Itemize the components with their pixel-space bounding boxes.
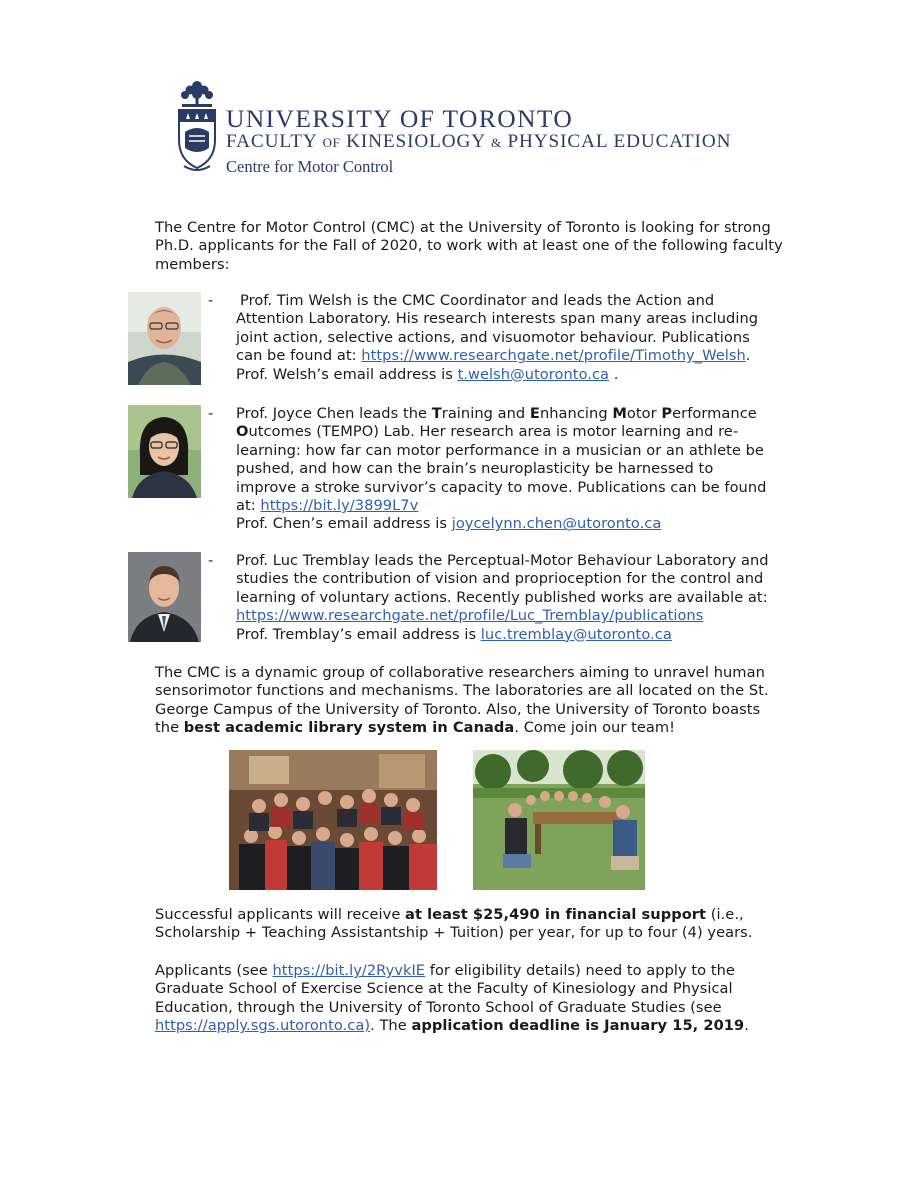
luc-tremblay-publications-link[interactable]: https://www.researchgate.net/profile/Luc_Tremblay/publications bbox=[236, 607, 704, 625]
university-name: UNIVERSITY OF TORONTO bbox=[226, 104, 574, 133]
joyce-chen-publications-link[interactable]: https://bit.ly/3899L7v bbox=[260, 497, 419, 515]
intro-paragraph: The Centre for Motor Control (CMC) at the University of Toronto is looking for strong Ph.D. applicants for the Fall of 2020, to work with at least one of the following faculty members: bbox=[155, 219, 783, 273]
joyce-chen-photo bbox=[128, 405, 201, 498]
tim-welsh-publications-link[interactable]: https://www.researchgate.net/profile/Timothy_Welsh bbox=[361, 347, 746, 365]
centre-name: Centre for Motor Control bbox=[226, 157, 394, 176]
luc-tremblay-paragraph: Prof. Luc Tremblay leads the Perceptual-Motor Behaviour Laboratory and studies the contribution of vision and proprioception for the control and learning of voluntary actions. Recently published works are available at: https://www.researchgate.net/profile/Luc_Tremblay/publications Prof. Tremblay’s email address is luc.tremblay@utoronto.ca bbox=[236, 552, 769, 643]
cmc-description-paragraph: The CMC is a dynamic group of collaborative researchers aiming to unravel human sensorimotor functions and mechanisms. The laboratories are all located on the St. George Campus of the University of Toronto. Also, the University of Toronto boasts the best academic library system in Canada. Come join our team! bbox=[155, 664, 769, 737]
luc-tremblay-email-link[interactable]: luc.tremblay@utoronto.ca bbox=[480, 625, 672, 643]
application-paragraph: Applicants (see https://bit.ly/2RyvkIE for eligibility details) need to apply to the Graduate School of Exercise Science at the Faculty of Kinesiology and Physical Education, through the University of Toronto School of Graduate Studies (see https://apply.sgs.utoronto.ca). The application deadline is January 15, 2019. bbox=[155, 962, 749, 1035]
lab-group-photo-indoor bbox=[229, 750, 437, 890]
university-crest-logo bbox=[176, 78, 218, 174]
bullet-dash: - bbox=[208, 552, 214, 569]
tim-welsh-email-link[interactable]: t.welsh@utoronto.ca bbox=[457, 365, 610, 383]
luc-tremblay-photo bbox=[128, 552, 201, 642]
lab-group-photo-outdoor bbox=[473, 750, 645, 890]
bullet-dash: - bbox=[208, 292, 214, 309]
joyce-chen-email-link[interactable]: joycelynn.chen@utoronto.ca bbox=[451, 515, 662, 533]
bullet-dash: - bbox=[208, 405, 214, 422]
eligibility-link[interactable]: https://bit.ly/2RyvkIE bbox=[272, 962, 426, 979]
funding-paragraph: Successful applicants will receive at least $25,490 in financial support (i.e., Scholarship + Teaching Assistantship + Tuition) per year, for up to four (4) years. bbox=[155, 906, 753, 942]
joyce-chen-paragraph: Prof. Joyce Chen leads the Training and Enhancing Motor Performance Outcomes (TEMPO) Lab. Her research area is motor learning and re-learning: how far can motor performance in a musician or an athlete be pushed, and how can the brain’s neuroplasticity be harnessed to improve a stroke survivor’s capacity to move. Publications can be found at: https://bit.ly/3899L7v Prof. Chen’s email address is joycelynn.chen@utoronto.ca bbox=[236, 405, 767, 533]
tim-welsh-photo bbox=[128, 292, 201, 385]
faculty-name: FACULTY OF KINESIOLOGY & PHYSICAL EDUCATION bbox=[226, 131, 732, 152]
tim-welsh-paragraph: Prof. Tim Welsh is the CMC Coordinator and leads the Action and Attention Laboratory. His research interests span many areas including joint action, selective actions, and visuomotor behaviour. Publications can be found at: https://www.researchgate.net/profile/Timothy_Welsh. Prof. Welsh’s email address is t.welsh@utoronto.ca . bbox=[236, 292, 759, 383]
sgs-application-link[interactable]: https://apply.sgs.utoronto.ca) bbox=[155, 1017, 371, 1035]
